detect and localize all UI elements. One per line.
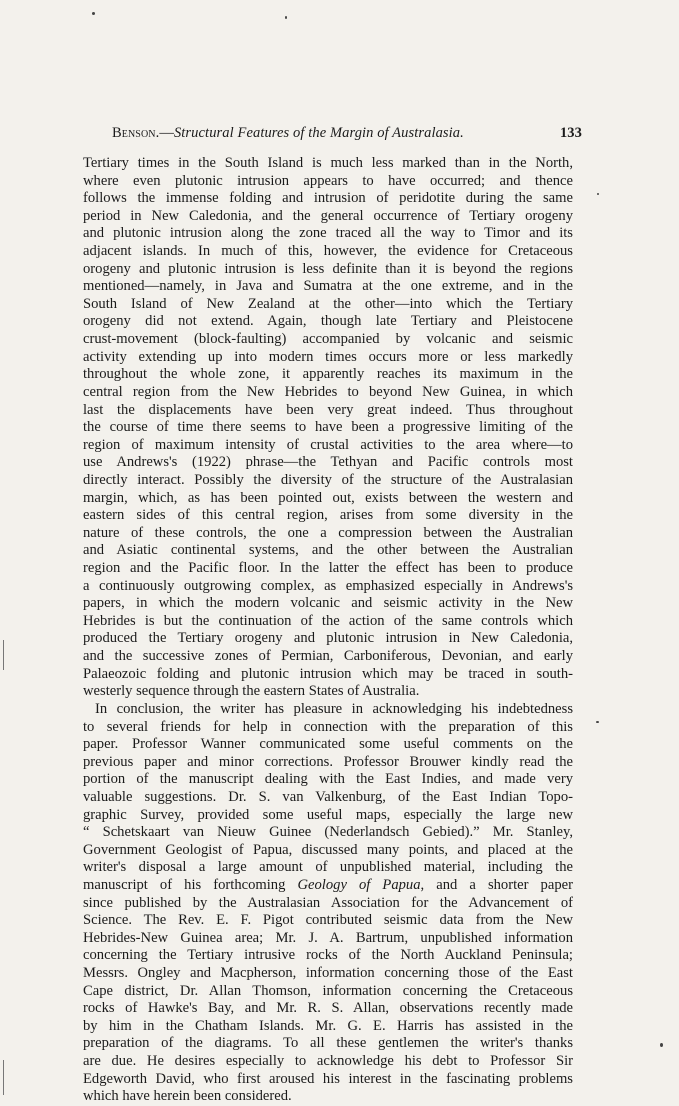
text-line: region of maximum intensity of crustal activities to the area where—to: [83, 436, 573, 453]
text-line: which have herein been considered.: [83, 1088, 292, 1105]
text-line: margin, which, as has been pointed out, exists between the western and: [83, 489, 573, 506]
text-line: adjacent islands. In much of this, however, the evidence for Cretaceous: [83, 243, 573, 260]
running-head-title: Structural Features of the Margin of Australasia.: [173, 125, 464, 141]
text-line: Edgeworth David, who first aroused his interest in the fascinating problems: [83, 1070, 573, 1087]
text-line: and Asiatic continental systems, and the other between the Australian: [83, 542, 573, 559]
text-line: use Andrews's (1922) phrase—the Tethyan and Pacific controls most: [83, 454, 573, 471]
text-line: rocks of Hawke's Bay, and Mr. R. S. Allan, observations recently made: [83, 1000, 573, 1017]
text-line: Tertiary times in the South Island is much less marked than in the North,: [83, 155, 573, 171]
text-line: produced the Tertiary orogeny and plutonic intrusion in New Caledonia,: [83, 630, 573, 647]
scan-margin-mark: [3, 640, 4, 670]
scan-speck: [596, 721, 599, 723]
text-line: by him in the Chatham Islands. Mr. G. E. Harris has assisted in the: [83, 1017, 573, 1034]
text-line: Hebrides is but the continuation of the action of the same controls which: [83, 612, 573, 629]
text-line: westerly sequence through the eastern States of Australia.: [83, 683, 420, 700]
text-line: concerning the Tertiary intrusive rocks of the North Auckland Peninsula;: [83, 947, 573, 964]
text-line: graphic Survey, provided some useful maps, especially the large new: [83, 806, 573, 823]
text-line: crust-movement (block-faulting) accompanied by volcanic and seismic: [83, 331, 573, 348]
text-line: orogeny did not extend. Again, though late Tertiary and Pleistocene: [83, 313, 573, 330]
text-line: period in New Caledonia, and the general occurrence of Tertiary orogeny: [83, 207, 573, 224]
running-head: [112, 125, 582, 142]
text-line: eastern sides of this central region, arises from some diversity in the: [83, 507, 573, 524]
text-line: Government Geologist of Papua, discussed many points, and placed at the: [83, 841, 573, 858]
book-title: Geology of Papua: [297, 876, 421, 893]
text-line: central region from the New Hebrides to beyond New Guinea, in which: [83, 383, 573, 400]
text-line: to several friends for help in connection with the preparation of this: [83, 718, 573, 735]
text-line: directly interact. Possibly the diversity of the structure of the Australasian: [83, 471, 573, 488]
text-line: since published by the Australasian Association for the Advancement of: [83, 894, 573, 911]
text-line: Messrs. Ongley and Macpherson, information concerning those of the East: [83, 965, 573, 982]
text-line: region and the Pacific floor. In the latter the effect has been to produce: [83, 560, 573, 577]
scan-speck: [660, 1043, 663, 1047]
text-line: last the displacements have been very great indeed. Thus throughout: [83, 401, 573, 418]
text-line: papers, in which the modern volcanic and seismic activity in the New: [83, 595, 573, 612]
running-head-dash: —: [159, 125, 174, 141]
text-line: previous paper and minor corrections. Professor Brouwer kindly read the: [83, 753, 573, 770]
text-line: preparation of the diagrams. To all these gentlemen the writer's thanks: [83, 1035, 573, 1052]
text-line: South Island of New Zealand at the other—into which the Tertiary: [83, 295, 573, 312]
text-line: a continuously outgrowing complex, as emphasized especially in Andrews's: [83, 577, 573, 594]
scan-speck: [597, 193, 599, 195]
text-line: activity extending up into modern times occurs more or less markedly: [83, 348, 573, 365]
text-line: In conclusion, the writer has pleasure in acknowledging his indebtedness: [95, 700, 573, 717]
text-line: Cape district, Dr. Allan Thomson, information concerning the Cretaceous: [83, 982, 573, 999]
body-text: [83, 155, 573, 1106]
text-line: valuable suggestions. Dr. S. van Valkenburg, of the East Indian Topo-: [83, 788, 573, 805]
text-line: follows the immense folding and intrusion of peridotite during the same: [83, 190, 573, 207]
text-line: nature of these controls, the one a compression between the Australian: [83, 524, 573, 541]
text-line: and plutonic intrusion along the zone traced all the way to Timor and its: [83, 225, 573, 242]
text-line: portion of the manuscript dealing with the East Indies, and made very: [83, 771, 573, 788]
text-line: Science. The Rev. E. F. Pigot contributed seismic data from the New: [83, 912, 573, 929]
text-line: where even plutonic intrusion appears to have occurred; and thence: [83, 172, 573, 189]
scan-speck: [92, 12, 95, 15]
scan-speck: [285, 16, 287, 19]
text-line: orogeny and plutonic intrusion is less definite than it is beyond the regions: [83, 260, 573, 277]
text-line: Palaeozoic folding and plutonic intrusion which may be traced in south-: [83, 665, 573, 682]
text-line: are due. He desires especially to acknowledge his debt to Professor Sir: [83, 1053, 573, 1070]
text-line: throughout the whole zone, it apparently reaches its maximum in the: [83, 366, 573, 383]
text-line: Hebrides-New Guinea area; Mr. J. A. Bartrum, unpublished information: [83, 929, 573, 946]
text-line: and the successive zones of Permian, Carboniferous, Devonian, and early: [83, 648, 573, 665]
text-line: paper. Professor Wanner communicated some useful comments on the: [83, 736, 573, 753]
page-number: 133: [559, 125, 582, 141]
text-line: “ Schetskaart van Nieuw Guinee (Nederlandsch Gebied).” Mr. Stanley,: [83, 824, 573, 841]
scan-margin-mark: [3, 1060, 4, 1095]
text-line: the course of time there seems to have been a progressive limiting of the: [83, 419, 573, 436]
text-line: manuscript of his forthcoming Geology of Papua, and a shorter paper: [83, 876, 573, 893]
text-line: writer's disposal a large amount of unpublished material, including the: [83, 859, 573, 876]
running-head-author: Benson.: [112, 125, 160, 141]
text-line: mentioned—namely, in Java and Sumatra at the one extreme, and in the: [83, 278, 573, 295]
